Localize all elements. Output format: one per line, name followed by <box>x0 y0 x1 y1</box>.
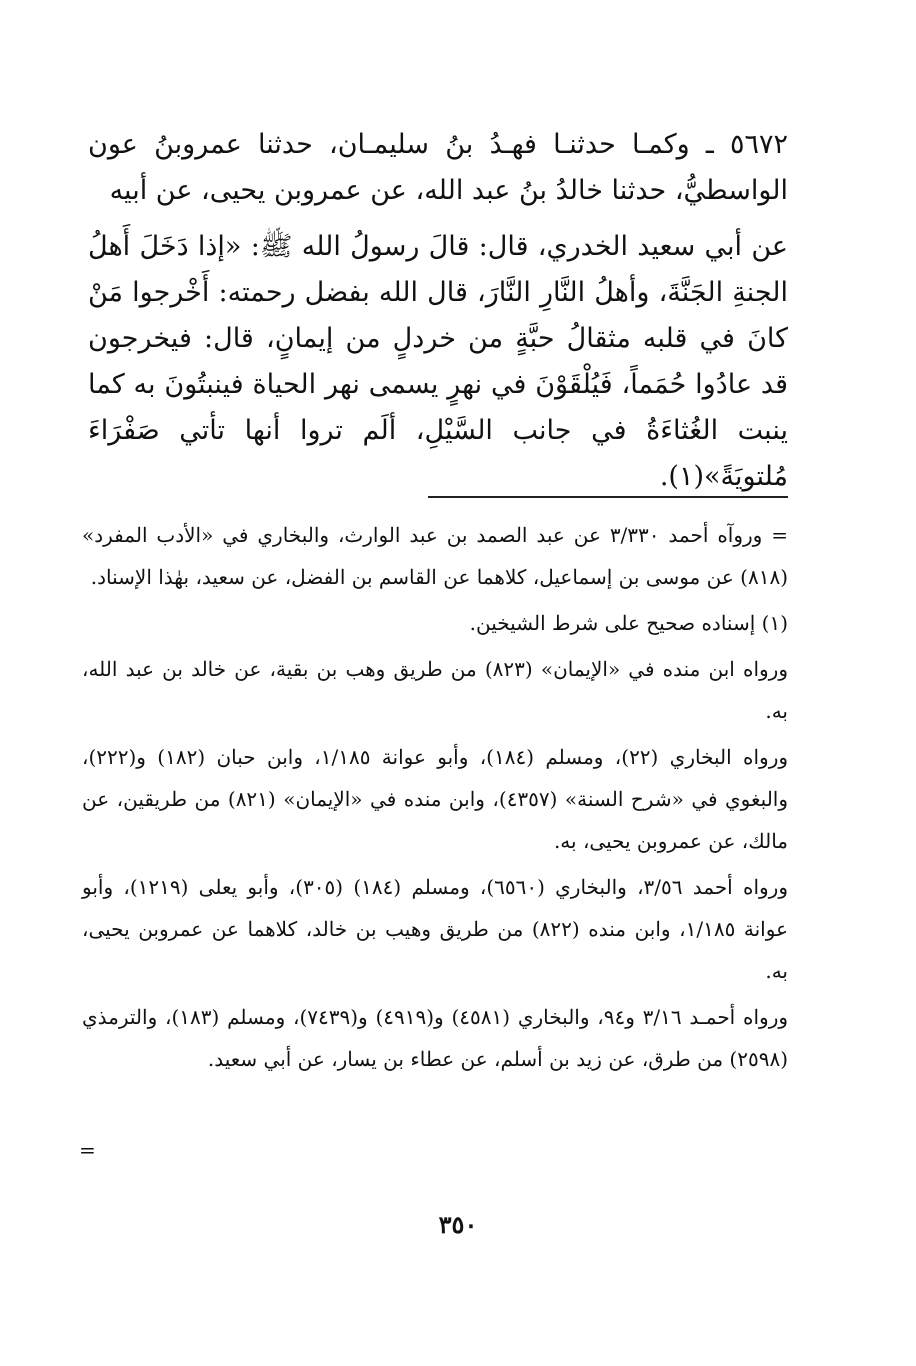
continuation-mark: = <box>79 1138 96 1162</box>
hadith-matn: عن أبي سعيد الخدري، قال: قالَ رسولُ الله ﷺ: «إذا دَخَلَ أَهلُ الجنةِ الجَنَّةَ، وأهلُ النَّارِ النَّارَ، قال الله بفضل رحمته: أَخْرجوا مَنْ كانَ في قلبه مثقالُ حبَّةٍ من خردلٍ من إيمانٍ، قال: فيخرجون قد عادُوا حُمَماً، فَيُلْقَوْنَ في نهرٍ يسمى نهر الحياة فينبتُونَ به كما ينبت الغُثاءَةُ في جانب السَّيْلِ، ألَم تروا أنها تأتي صَفْرَاءَ مُلتويَةً»(١). <box>88 231 788 492</box>
page-number: ٣٥٠ <box>438 1210 478 1239</box>
footnote-continuation: = وروآه أحمد ٣/٣٣٠ عن عبد الصمد بن عبد الوارث، والبخاري في «الأدب المفرد» (٨١٨) عن موسى بن إسماعيل، كلاهما عن القاسم بن الفضل، عن سعيد، بهٰذا الإسناد. <box>82 523 788 589</box>
footnotes <box>82 514 788 1080</box>
footnote-paragraph: ورواه البخاري (٢٢)، ومسلم (١٨٤)، وأبو عوانة ١/١٨٥، وابن حبان (١٨٢) و(٢٢٢)، والبغوي في «شرح السنة» (٤٣٥٧)، وابن منده في «الإيمان» (٨٢١) من طريقين، عن مالك، عن عمروبن يحيى، به. <box>82 745 789 853</box>
footnote-divider <box>428 496 788 498</box>
footnote-1: (١) إسناده صحيح على شرط الشيخين. <box>469 611 788 635</box>
hadith-isnad: ٥٦٧٢ ـ وكمـا حدثنـا فهـدُ بنُ سليمـان، حدثنا عمروبنُ عون الواسطيُّ، حدثنا خالدُ بنُ عبد الله، عن عمروبن يحيى، عن أبيه <box>88 129 788 206</box>
footnote-paragraph: ورواه ابن منده في «الإيمان» (٨٢٣) من طريق وهب بن بقية، عن خالد بن عبد الله، به. <box>82 657 789 723</box>
hadith-text <box>88 122 788 500</box>
footnote-paragraph: ورواه أحمـد ٣/١٦ و٩٤، والبخاري (٤٥٨١) و(٤٩١٩) و(٧٤٣٩)، ومسلم (١٨٣)، والترمذي (٢٥٩٨) من طرق، عن زيد بن أسلم، عن عطاء بن يسار، عن أبي سعيد. <box>82 1005 789 1071</box>
footnote-paragraph: ورواه أحمد ٣/٥٦، والبخاري (٦٥٦٠)، ومسلم (١٨٤) (٣٠٥)، وأبو يعلى (١٢١٩)، وأبو عوانة ١/١٨٥، وابن منده (٨٢٢) من طريق وهيب بن خالد، كلاهما عن عمروبن يحيى، به. <box>82 875 789 983</box>
